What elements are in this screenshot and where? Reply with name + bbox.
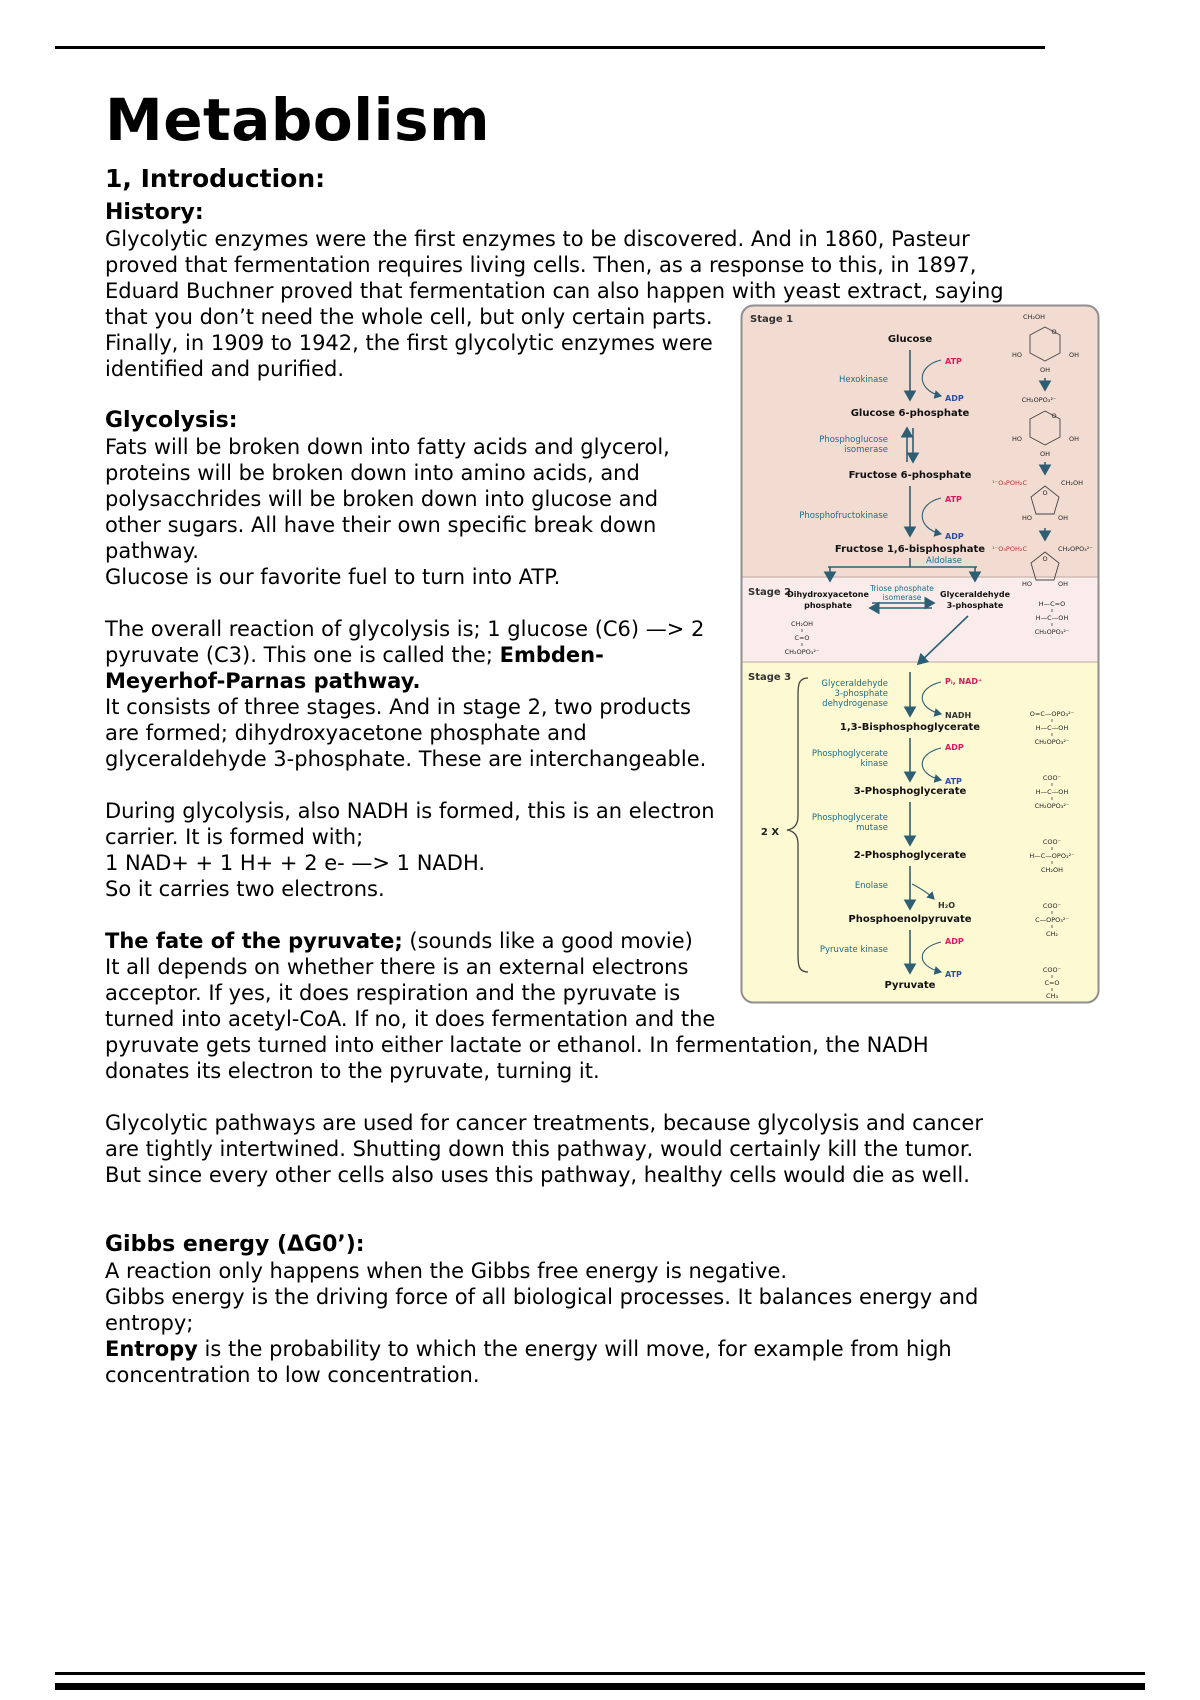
struct-label: H—C—OPO₃²⁻ xyxy=(1029,852,1075,860)
fate-heading-bold: The fate of the pyruvate; xyxy=(105,929,403,953)
struct-label: ¹⁻O₃POH₂C xyxy=(992,545,1027,553)
metabolite-pep: Phosphoenolpyruvate xyxy=(848,914,972,925)
struct-label: HO xyxy=(1021,514,1033,522)
stages-paragraph: It consists of three stages. And in stage 2, two products are formed; dihydroxyacetone phosphate and glyceraldehyde 3-phosphate. These are interchangeable. xyxy=(105,695,707,771)
metabolite-bpg: 1,3-Bisphosphoglycerate xyxy=(839,722,981,733)
struct-label: C—OPO₃²⁻ xyxy=(1035,916,1069,924)
cofactor-atp-4: ATP xyxy=(945,970,962,979)
ring-oxygen-label: O xyxy=(1042,489,1048,497)
enzyme-gapdh-line1: Glyceraldehyde xyxy=(821,679,888,689)
metabolite-glucose: Glucose xyxy=(887,334,933,345)
cofactor-atp-1: ATP xyxy=(945,357,962,366)
struct-label: CH₂OPO₃²⁻ xyxy=(1058,545,1093,553)
enzyme-pgi-line1: Phosphoglucose xyxy=(819,435,888,445)
struct-label: OH xyxy=(1068,435,1080,443)
ring-oxygen-label: O xyxy=(1051,412,1057,420)
enzyme-pgm-line2: mutase xyxy=(856,823,888,833)
struct-label: OH xyxy=(1057,514,1069,522)
struct-label: CH₂OH xyxy=(1061,479,1084,487)
two-times-label: 2 X xyxy=(760,827,780,838)
enzyme-aldolase: Aldolase xyxy=(926,556,963,566)
enzyme-gapdh-line3: dehydrogenase xyxy=(822,699,888,709)
struct-label: CH₂OH xyxy=(1022,313,1046,321)
stage1-label: Stage 1 xyxy=(750,314,794,325)
struct-label: OH xyxy=(1068,351,1080,359)
enzyme-pgk-line2: kinase xyxy=(860,759,888,769)
struct-label: COO⁻ xyxy=(1042,838,1062,846)
history-text-2: yeast extract, saying that you don’t need the whole cell, but only certain parts. xyxy=(105,279,1004,329)
cofactor-adp-3: ADP xyxy=(945,743,964,752)
glycolysis-paragraph-2: Glucose is our favorite fuel to turn into ATP. xyxy=(105,565,561,589)
glycolysis-pathway-figure xyxy=(740,304,1100,1004)
glycolysis-paragraph-1: Fats will be broken down into fatty acids and glycerol, proteins will be broken down into amino acids, and polysacchrides will be broken down into glucose and other sugars. All have their own specific break down pathway. xyxy=(105,435,670,563)
nadh-equation: 1 NAD+ + 1 H+ + 2 e- —> 1 NADH. xyxy=(105,851,486,875)
struct-label: H—C—OH xyxy=(1035,614,1069,622)
enzyme-hexokinase: Hexokinase xyxy=(839,375,888,385)
cofactor-pi-nad: Pᵢ, NAD⁺ xyxy=(945,677,983,686)
struct-label: COO⁻ xyxy=(1042,966,1062,974)
cofactor-adp-4: ADP xyxy=(945,937,964,946)
section-heading-introduction: 1, Introduction: xyxy=(105,164,326,193)
subheading-history: History: xyxy=(105,200,204,225)
entropy-term-bold: Entropy xyxy=(105,1337,198,1361)
stage2-label: Stage 2 xyxy=(748,587,792,598)
struct-label: CH₂OPO₃²⁻ xyxy=(1034,738,1070,746)
entropy-paragraph xyxy=(105,1336,1005,1388)
bottom-rule-thick xyxy=(55,1683,1145,1690)
metabolite-dhap-line2: phosphate xyxy=(804,601,852,610)
struct-label: H—C—OH xyxy=(1035,724,1069,732)
struct-label: CH₂OH xyxy=(1040,866,1064,874)
page-title: Metabolism xyxy=(105,86,491,154)
ring-oxygen-label: O xyxy=(1051,328,1057,336)
bottom-rule-thin xyxy=(55,1672,1145,1675)
enzyme-enolase: Enolase xyxy=(854,881,888,891)
subheading-glycolysis: Glycolysis: xyxy=(105,408,238,433)
struct-label: HO xyxy=(1011,435,1023,443)
struct-label: OH xyxy=(1039,450,1051,458)
entropy-text: is the probability to which the energy will move, for example from high concentration to low concentration. xyxy=(105,1337,952,1387)
metabolite-2pg: 2-Phosphoglycerate xyxy=(853,850,967,861)
struct-label: HO xyxy=(1011,351,1023,359)
struct-label: COO⁻ xyxy=(1042,902,1062,910)
metabolite-gap-line1: Glyceraldehyde xyxy=(940,590,1010,599)
struct-label: CH₃ xyxy=(1045,992,1059,1000)
metabolite-gap-line2: 3-phosphate xyxy=(946,601,1004,610)
struct-label: CH₂OPO₃²⁻ xyxy=(1021,396,1057,404)
enzyme-pgi-line2: isomerase xyxy=(844,445,888,455)
enzyme-pyruvate-kinase: Pyruvate kinase xyxy=(819,945,888,955)
struct-label: COO⁻ xyxy=(1042,774,1062,782)
enzyme-pgk-line1: Phosphoglycerate xyxy=(811,749,888,759)
struct-label: OH xyxy=(1039,366,1051,374)
struct-label: ¹⁻O₃POH₂C xyxy=(992,479,1027,487)
stage3-label: Stage 3 xyxy=(748,672,792,683)
pathway-name-bold: Embden-Meyerhof-Parnas pathway. xyxy=(105,643,604,693)
struct-label: O=C—OPO₃²⁻ xyxy=(1029,710,1075,718)
enzyme-gapdh-line2: 3-phosphate xyxy=(834,689,888,699)
gibbs-paragraph-1: A reaction only happens when the Gibbs free energy is negative. xyxy=(105,1259,788,1283)
struct-label: CH₂ xyxy=(1045,930,1059,938)
struct-label: CH₂OPO₃²⁻ xyxy=(784,648,820,656)
history-text-1: Glycolytic enzymes were the first enzymes to be discovered. And in 1860, Pasteur proved that fermentation requires living cells. Then, as a response to this, in 1897, Eduard Buchner proved that fermentation can also happen with xyxy=(105,227,977,303)
cofactor-atp-3: ATP xyxy=(945,777,962,786)
history-paragraph-2: Finally, in 1909 to 1942, the first glycolytic enzymes were identified and purified. xyxy=(105,331,713,381)
struct-label: H—C—OH xyxy=(1035,788,1069,796)
nadh-paragraph-3: So it carries two electrons. xyxy=(105,877,385,901)
metabolite-f6p: Fructose 6-phosphate xyxy=(848,470,972,481)
overall-reaction-text: The overall reaction of glycolysis is; 1 glucose (C6) —> 2 pyruvate (C3). This one is called the; xyxy=(105,617,705,667)
struct-label: CH₂OH xyxy=(790,620,814,628)
metabolite-3pg: 3-Phosphoglycerate xyxy=(853,786,967,797)
struct-label: CH₂OPO₃²⁻ xyxy=(1034,802,1070,810)
struct-label: HO xyxy=(1021,580,1033,588)
metabolite-pyruvate: Pyruvate xyxy=(884,980,936,991)
subheading-gibbs: Gibbs energy (ΔG0’): xyxy=(105,1232,365,1257)
struct-label: C=O xyxy=(1044,979,1060,987)
enzyme-tpi-line1: Triose phosphate xyxy=(870,584,934,593)
cofactor-adp-1: ADP xyxy=(945,394,964,403)
enzyme-pfk: Phosphofructokinase xyxy=(799,511,888,521)
fate-heading-note: (sounds like a good movie) xyxy=(402,929,693,953)
struct-label: H—C=O xyxy=(1038,600,1066,608)
struct-label: C=O xyxy=(794,634,810,642)
ring-oxygen-label: O xyxy=(1042,555,1048,563)
enzyme-tpi-line2: isomerase xyxy=(882,593,922,602)
glycolysis-figure-svg xyxy=(740,304,1100,1004)
nadh-paragraph-1: During glycolysis, also NADH is formed, this is an electron carrier. It is formed with; xyxy=(105,799,715,849)
cofactor-atp-2: ATP xyxy=(945,495,962,504)
metabolite-dhap-line1: Dihydroxyacetone xyxy=(787,590,869,599)
gibbs-paragraph-2: Gibbs energy is the driving force of all biological processes. It balances energy and entropy; xyxy=(105,1285,979,1335)
cofactor-adp-2: ADP xyxy=(945,532,964,541)
top-rule xyxy=(55,46,1045,49)
struct-label: CH₂OPO₃²⁻ xyxy=(1034,628,1070,636)
metabolite-f16bp: Fructose 1,6-bisphosphate xyxy=(834,544,986,555)
metabolite-g6p: Glucose 6-phosphate xyxy=(850,408,970,419)
cofactor-h2o: H₂O xyxy=(938,901,955,910)
cancer-paragraph: Glycolytic pathways are used for cancer treatments, because glycolysis and cancer are tightly intertwined. Shutting down this pathway, would certainly kill the tumor. But since every other cells also uses this pathway, healthy cells would die as well. xyxy=(105,1111,983,1187)
enzyme-pgm-line1: Phosphoglycerate xyxy=(811,813,888,823)
cofactor-nadh: NADH xyxy=(945,711,972,720)
fate-paragraph: It all depends on whether there is an external electrons acceptor. If yes, it does respiration and the pyruvate is turned into acetyl-CoA. If no, it does fermentation and the pyruvate gets turned into either lactate or ethanol. In fermentation, the NADH donates its electron to the pyruvate, turning it. xyxy=(105,955,929,1083)
struct-label: OH xyxy=(1057,580,1069,588)
